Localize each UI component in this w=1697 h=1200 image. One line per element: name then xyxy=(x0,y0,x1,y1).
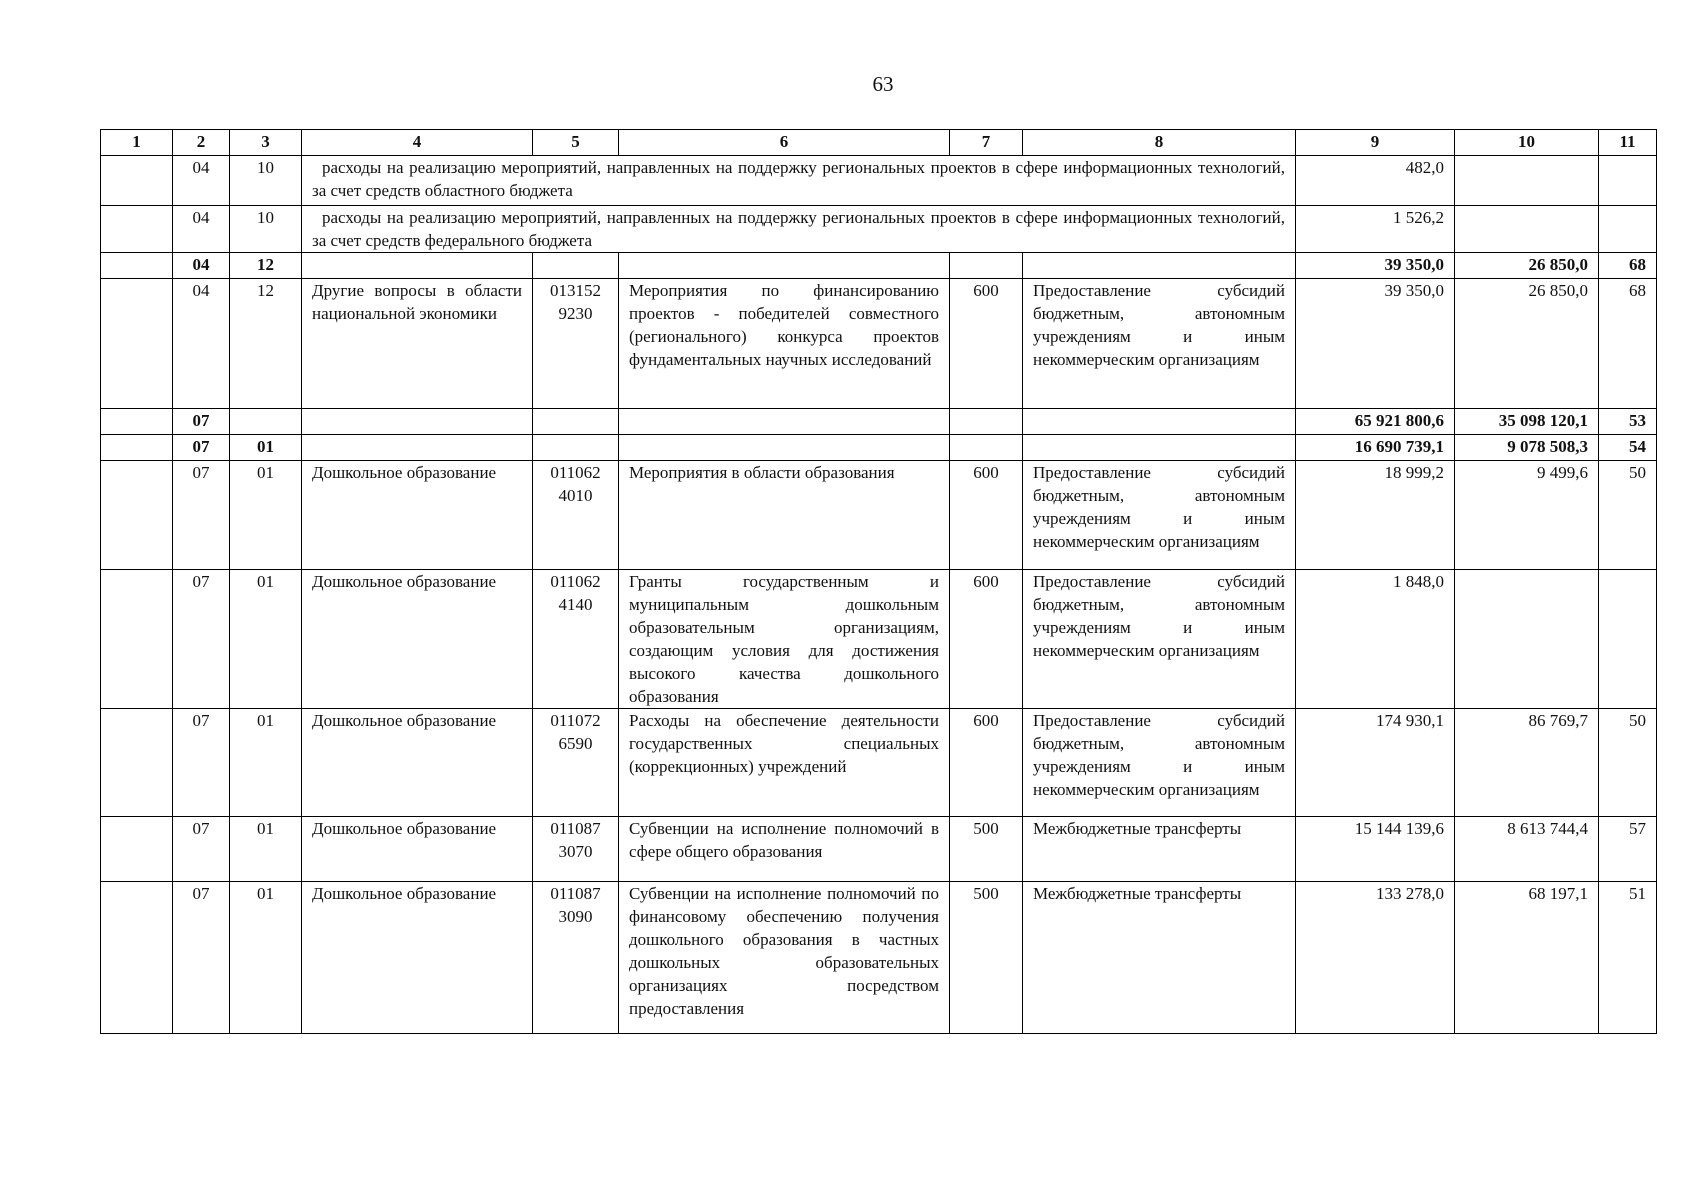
cell-col1 xyxy=(101,253,173,279)
cell-expense-name: Предоставление субсидий бюджетным, автономным учреждениям и иным некоммерческим организациям xyxy=(1023,570,1296,709)
cell-activity: Гранты государственным и муниципальным дошкольным образовательным организациям, создающим условия для достижения высокого качества дошкольного образования xyxy=(619,570,950,709)
cell-col1 xyxy=(101,461,173,570)
cell-section: 07 xyxy=(173,570,230,709)
column-header-2: 2 xyxy=(173,130,230,156)
cell-amount-plan: 39 350,0 xyxy=(1296,279,1455,409)
cell-target-code xyxy=(533,461,619,570)
target-code-part1: 013152 xyxy=(550,281,601,300)
column-header-10: 10 xyxy=(1455,130,1599,156)
cell-expense-name xyxy=(1023,253,1296,279)
cell-subsection xyxy=(230,409,302,435)
cell-percent: 51 xyxy=(1599,882,1657,1034)
cell-expense-type: 600 xyxy=(950,709,1023,817)
cell-expense-type: 500 xyxy=(950,882,1023,1034)
column-header-5: 5 xyxy=(533,130,619,156)
cell-percent: 57 xyxy=(1599,817,1657,882)
page-number: 63 xyxy=(872,72,894,96)
cell-col1 xyxy=(101,882,173,1034)
table-row xyxy=(101,709,1657,817)
cell-section: 04 xyxy=(173,279,230,409)
cell-expense-name: Предоставление субсидий бюджетным, автономным учреждениям и иным некоммерческим организациям xyxy=(1023,709,1296,817)
target-code-part1: 011087 xyxy=(550,819,601,838)
cell-activity: Расходы на обеспечение деятельности государственных специальных (коррекционных) учреждений xyxy=(619,709,950,817)
column-header-11: 11 xyxy=(1599,130,1657,156)
cell-amount-actual: 35 098 120,1 xyxy=(1455,409,1599,435)
target-code-part2: 4010 xyxy=(558,486,593,505)
cell-percent xyxy=(1599,156,1657,206)
cell-expense-type: 600 xyxy=(950,279,1023,409)
table-row xyxy=(101,156,1657,206)
cell-amount-plan: 18 999,2 xyxy=(1296,461,1455,570)
column-header-9: 9 xyxy=(1296,130,1455,156)
cell-amount-actual: 86 769,7 xyxy=(1455,709,1599,817)
column-header-7: 7 xyxy=(950,130,1023,156)
cell-amount-plan: 39 350,0 xyxy=(1296,253,1455,279)
cell-subsection: 12 xyxy=(230,253,302,279)
table-total-row xyxy=(101,435,1657,461)
cell-target-code xyxy=(533,882,619,1034)
cell-amount-actual xyxy=(1455,206,1599,253)
cell-name xyxy=(302,253,533,279)
cell-target-code xyxy=(533,709,619,817)
cell-activity: Субвенции на исполнение полномочий по финансовому обеспечению получения дошкольного образования в частных дошкольных образовательных организациях посредством предоставления xyxy=(619,882,950,1034)
cell-col1 xyxy=(101,156,173,206)
cell-section: 07 xyxy=(173,882,230,1034)
cell-expense-name xyxy=(1023,435,1296,461)
cell-amount-plan: 482,0 xyxy=(1296,156,1455,206)
cell-activity: Субвенции на исполнение полномочий в сфере общего образования xyxy=(619,817,950,882)
table-row xyxy=(101,570,1657,709)
cell-expense-name: Межбюджетные трансферты xyxy=(1023,817,1296,882)
table-total-row xyxy=(101,253,1657,279)
cell-activity: Мероприятия в области образования xyxy=(619,461,950,570)
cell-subsection: 01 xyxy=(230,709,302,817)
cell-target-code xyxy=(533,435,619,461)
cell-target-code xyxy=(533,409,619,435)
cell-amount-plan: 1 526,2 xyxy=(1296,206,1455,253)
cell-amount-plan: 65 921 800,6 xyxy=(1296,409,1455,435)
cell-amount-plan: 174 930,1 xyxy=(1296,709,1455,817)
cell-percent: 50 xyxy=(1599,709,1657,817)
cell-activity xyxy=(619,253,950,279)
cell-amount-actual: 9 499,6 xyxy=(1455,461,1599,570)
cell-expense-name xyxy=(1023,409,1296,435)
column-header-1: 1 xyxy=(101,130,173,156)
cell-subsection: 10 xyxy=(230,206,302,253)
cell-subsection: 01 xyxy=(230,817,302,882)
table-header-row xyxy=(101,130,1657,156)
cell-name: Дошкольное образование xyxy=(302,817,533,882)
cell-amount-plan: 133 278,0 xyxy=(1296,882,1455,1034)
table-total-row xyxy=(101,409,1657,435)
table-row xyxy=(101,461,1657,570)
target-code-part1: 011062 xyxy=(550,463,601,482)
cell-name: Дошкольное образование xyxy=(302,709,533,817)
cell-expense-type: 500 xyxy=(950,817,1023,882)
cell-percent: 68 xyxy=(1599,279,1657,409)
cell-amount-actual: 68 197,1 xyxy=(1455,882,1599,1034)
cell-amount-actual xyxy=(1455,570,1599,709)
target-code-part1: 011062 xyxy=(550,572,601,591)
cell-target-code xyxy=(533,570,619,709)
table-row xyxy=(101,279,1657,409)
cell-section: 07 xyxy=(173,709,230,817)
cell-amount-actual: 26 850,0 xyxy=(1455,253,1599,279)
column-header-8: 8 xyxy=(1023,130,1296,156)
column-header-6: 6 xyxy=(619,130,950,156)
table-row xyxy=(101,882,1657,1034)
cell-amount-plan: 16 690 739,1 xyxy=(1296,435,1455,461)
target-code-part1: 011087 xyxy=(550,884,601,903)
cell-expense-type xyxy=(950,253,1023,279)
target-code-part2: 9230 xyxy=(558,304,593,323)
cell-expense-type xyxy=(950,435,1023,461)
cell-percent xyxy=(1599,206,1657,253)
cell-percent: 53 xyxy=(1599,409,1657,435)
table-row xyxy=(101,206,1657,253)
cell-section: 04 xyxy=(173,206,230,253)
cell-name xyxy=(302,409,533,435)
cell-subsection: 01 xyxy=(230,461,302,570)
cell-amount-plan: 15 144 139,6 xyxy=(1296,817,1455,882)
cell-activity xyxy=(619,435,950,461)
cell-percent xyxy=(1599,570,1657,709)
cell-expense-type: 600 xyxy=(950,461,1023,570)
cell-section: 04 xyxy=(173,253,230,279)
column-header-4: 4 xyxy=(302,130,533,156)
cell-target-code xyxy=(533,279,619,409)
target-code-part2: 3070 xyxy=(558,842,593,861)
cell-target-code xyxy=(533,253,619,279)
cell-name: Дошкольное образование xyxy=(302,461,533,570)
target-code-part2: 3090 xyxy=(558,907,593,926)
cell-percent: 68 xyxy=(1599,253,1657,279)
target-code-part2: 4140 xyxy=(558,595,593,614)
cell-subsection: 01 xyxy=(230,882,302,1034)
column-header-3: 3 xyxy=(230,130,302,156)
cell-amount-actual xyxy=(1455,156,1599,206)
cell-col1 xyxy=(101,817,173,882)
cell-activity: Мероприятия по финансированию проектов - победителей совместного (регионального) конкурса проектов фундаментальных научных исследований xyxy=(619,279,950,409)
cell-col1 xyxy=(101,206,173,253)
cell-col1 xyxy=(101,279,173,409)
cell-expense-name: Межбюджетные трансферты xyxy=(1023,882,1296,1034)
budget-table xyxy=(100,129,1657,1034)
cell-description-span: расходы на реализацию мероприятий, направленных на поддержку региональных проектов в сфере информационных технологий, за счет средств областного бюджета xyxy=(302,156,1296,206)
cell-amount-actual: 8 613 744,4 xyxy=(1455,817,1599,882)
cell-name: Другие вопросы в области национальной экономики xyxy=(302,279,533,409)
cell-section: 07 xyxy=(173,461,230,570)
cell-col1 xyxy=(101,709,173,817)
cell-name: Дошкольное образование xyxy=(302,882,533,1034)
cell-expense-type: 600 xyxy=(950,570,1023,709)
target-code-part2: 6590 xyxy=(558,734,593,753)
cell-col1 xyxy=(101,409,173,435)
cell-name: Дошкольное образование xyxy=(302,570,533,709)
target-code-part1: 011072 xyxy=(550,711,601,730)
cell-amount-plan: 1 848,0 xyxy=(1296,570,1455,709)
cell-section: 07 xyxy=(173,817,230,882)
cell-section: 04 xyxy=(173,156,230,206)
cell-description-span: расходы на реализацию мероприятий, направленных на поддержку региональных проектов в сфере информационных технологий, за счет средств федерального бюджета xyxy=(302,206,1296,253)
cell-expense-name: Предоставление субсидий бюджетным, автономным учреждениям и иным некоммерческим организациям xyxy=(1023,279,1296,409)
cell-amount-actual: 26 850,0 xyxy=(1455,279,1599,409)
table-row xyxy=(101,817,1657,882)
cell-section: 07 xyxy=(173,435,230,461)
cell-subsection: 01 xyxy=(230,570,302,709)
cell-target-code xyxy=(533,817,619,882)
cell-subsection: 01 xyxy=(230,435,302,461)
cell-name xyxy=(302,435,533,461)
cell-subsection: 12 xyxy=(230,279,302,409)
cell-percent: 50 xyxy=(1599,461,1657,570)
cell-expense-type xyxy=(950,409,1023,435)
cell-expense-name: Предоставление субсидий бюджетным, автономным учреждениям и иным некоммерческим организациям xyxy=(1023,461,1296,570)
cell-col1 xyxy=(101,435,173,461)
cell-percent: 54 xyxy=(1599,435,1657,461)
cell-activity xyxy=(619,409,950,435)
cell-col1 xyxy=(101,570,173,709)
cell-amount-actual: 9 078 508,3 xyxy=(1455,435,1599,461)
cell-subsection: 10 xyxy=(230,156,302,206)
cell-section: 07 xyxy=(173,409,230,435)
